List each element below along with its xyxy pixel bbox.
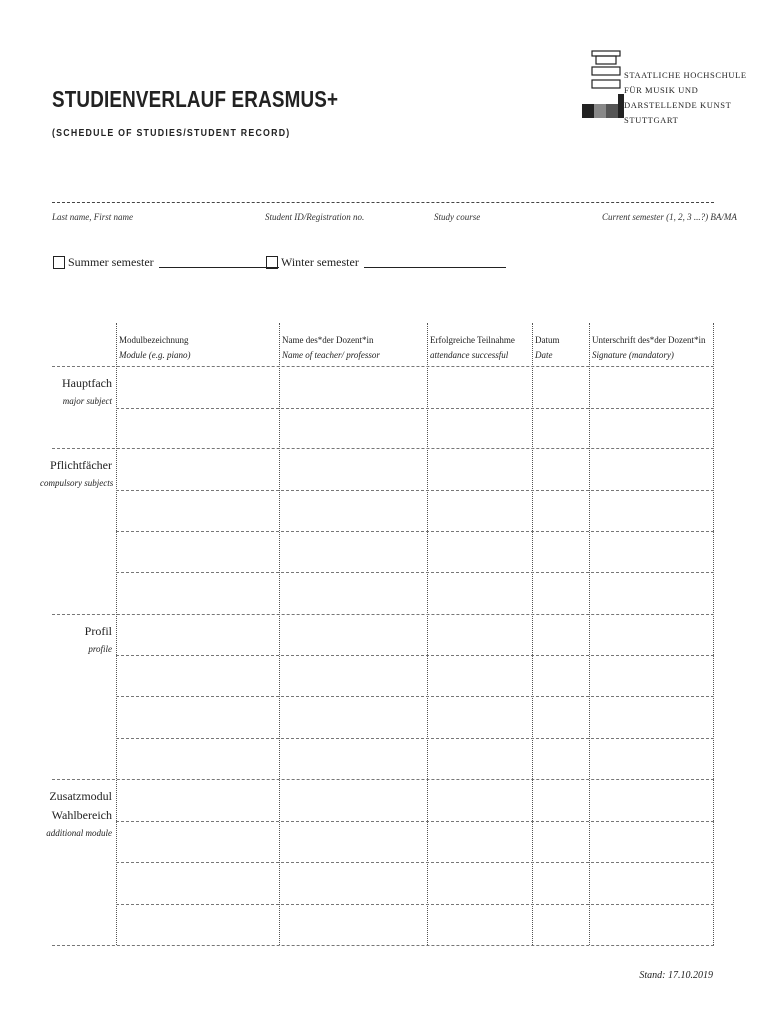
table-row-line [116, 490, 714, 491]
winter-semester-option[interactable] [266, 255, 506, 270]
semester-field-label: Current semester (1, 2, 3 ...?) BA/MA [602, 212, 737, 222]
summer-semester-option[interactable] [53, 255, 279, 270]
column-divider [713, 323, 714, 945]
document-date: Stand: 17.10.2019 [639, 970, 713, 981]
logo-text [624, 68, 747, 128]
table-row-line [52, 945, 714, 946]
section-label-de: Zusatzmodul [49, 789, 112, 803]
logo-line: STUTTGART [624, 115, 679, 125]
section-label-en: additional module [46, 828, 112, 838]
page-subtitle: (SCHEDULE OF STUDIES/STUDENT RECORD) [52, 128, 291, 139]
column-header-module [119, 333, 190, 363]
table-row-line [116, 531, 714, 532]
table-row-line [116, 408, 714, 409]
section-label-en: compulsory subjects [40, 478, 114, 488]
column-divider [589, 323, 590, 945]
section-label-en: profile [88, 644, 112, 654]
name-field-label: Last name, First name [52, 212, 133, 222]
column-header-en: Module (e.g. piano) [119, 350, 191, 360]
table-row-line [52, 779, 714, 780]
column-divider [427, 323, 428, 945]
column-divider [279, 323, 280, 945]
section-label-de: Hauptfach [62, 376, 112, 390]
id-field-label: Student ID/Registration no. [265, 212, 365, 222]
summer-semester-checkbox[interactable] [53, 256, 65, 269]
table-row-line [116, 655, 714, 656]
winter-semester-label: Winter semester [281, 255, 359, 269]
section-label-en: major subject [62, 396, 112, 406]
column-header-de: Name des*der Dozent*in [282, 335, 374, 345]
table-row-line [116, 738, 714, 739]
summer-semester-label: Summer semester [68, 255, 154, 269]
column-divider [532, 323, 533, 945]
section-label-de: Wahlbereich [51, 808, 112, 822]
column-header-de: Datum [535, 335, 560, 345]
table-row-line [116, 572, 714, 573]
column-header-signature [592, 333, 705, 363]
column-header-en: Date [535, 350, 553, 360]
column-header-attendance [430, 333, 515, 363]
section-label-profile [40, 622, 112, 657]
summer-semester-field[interactable] [159, 257, 279, 268]
table-row-line [52, 366, 714, 367]
column-header-de: Erfolgreiche Teilnahme [430, 335, 515, 345]
table-row-line [116, 862, 714, 863]
column-header-en: Signature (mandatory) [592, 350, 674, 360]
student-info-line[interactable] [52, 202, 714, 203]
column-header-date [535, 333, 560, 363]
column-header-teacher [282, 333, 380, 363]
table-row-line [116, 821, 714, 822]
column-divider [116, 323, 117, 945]
column-header-de: Unterschrift des*der Dozent*in [592, 335, 706, 345]
column-header-en: attendance successful [430, 350, 509, 360]
column-header-en: Name of teacher/ professor [282, 350, 380, 360]
logo-line: DARSTELLENDE KUNST [624, 100, 732, 110]
column-header-de: Modulbezeichnung [119, 335, 189, 345]
logo-line: FÜR MUSIK UND [624, 85, 699, 95]
table-row-line [52, 448, 714, 449]
section-label-de: Profil [84, 624, 112, 638]
table-row-line [116, 904, 714, 905]
table-row-line [52, 614, 714, 615]
winter-semester-field[interactable] [364, 257, 506, 268]
course-field-label: Study course [434, 212, 481, 222]
table-row-line [116, 696, 714, 697]
page-title: STUDIENVERLAUF ERASMUS+ [52, 86, 339, 112]
section-label-compulsory [40, 456, 112, 491]
section-label-additional [40, 787, 112, 841]
winter-semester-checkbox[interactable] [266, 256, 278, 269]
section-label-major [40, 374, 112, 409]
logo-line: STAATLICHE HOCHSCHULE [624, 70, 747, 80]
section-label-de: Pflichtfächer [50, 458, 112, 472]
